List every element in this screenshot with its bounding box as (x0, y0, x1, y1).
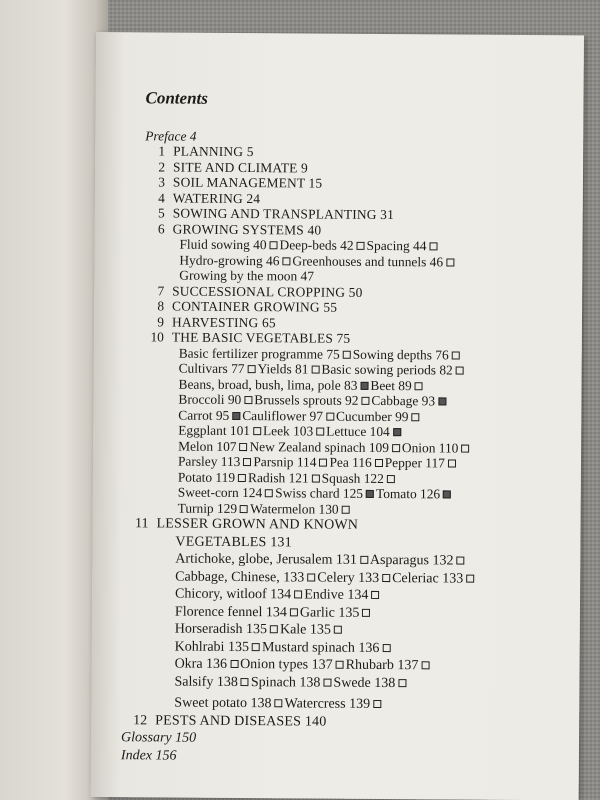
chapter-2: 2 SITE AND CLIMATE 9 (158, 158, 309, 175)
subentry-line: Eggplant 101 Leek 103 Lettuce 104 (178, 423, 563, 441)
subentry-line: Broccoli 90 Brussels sprouts 92 Cabbage 93 (178, 392, 563, 410)
subentry-line: Florence fennel 134 Garlic 135 (175, 603, 562, 623)
glossary-entry: Glossary 150 (121, 730, 197, 746)
chapter-6-subentries (144, 236, 564, 285)
chapter-4: 4 WATERING 24 (158, 189, 261, 206)
subentry-line: Horseradish 135 Kale 135 (175, 621, 562, 641)
page-title: Contents (145, 88, 208, 108)
chapter-10-subentries (143, 345, 564, 518)
subentry-line: Artichoke, globe, Jerusalem 131 Asparagus 132 (175, 551, 562, 571)
chapter-3: 3 SOIL MANAGEMENT 15 (158, 174, 323, 191)
chapter-12: 12 PESTS AND DISEASES 140 (133, 712, 327, 730)
chapter-10: 10 THE BASIC VEGETABLES 75 (150, 329, 351, 346)
chapter-11: 11 LESSER GROWN AND KNOWN (135, 516, 359, 533)
subentry-line: Okra 136 Onion types 137 Rhubarb 137 (175, 656, 562, 676)
subentry-line: Salsify 138 Spinach 138 Swede 138 (174, 673, 561, 693)
subentry-line: Hydro-growing 46 Greenhouses and tunnels 46 (179, 252, 564, 270)
subentry-line: Parsley 113 Parsnip 114 Pea 116 Pepper 117 (178, 454, 563, 472)
chapter-9: 9 HARVESTING 65 (157, 313, 276, 330)
subentry-line: Potato 119 Radish 121 Squash 122 (178, 469, 563, 487)
chapter-11-title-cont: VEGETABLES 131 (175, 534, 292, 550)
subentry-line: Kohlrabi 135 Mustard spinach 136 (175, 638, 562, 658)
subentry-line: Growing by the moon 47 (179, 267, 314, 284)
chapter-1: 1 PLANNING 5 (158, 143, 254, 160)
subentry-line: Cabbage, Chinese, 133 Celery 133 Celeriac 133 (175, 568, 562, 588)
index-entry: Index 156 (120, 747, 177, 764)
book-page (91, 32, 584, 800)
chapter-6: 6 GROWING SYSTEMS 40 (157, 220, 322, 238)
subentry-line: Fluid sowing 40 Deep-beds 42 Spacing 44 (179, 237, 564, 255)
subentry-line: Beans, broad, bush, lima, pole 83 Beet 89 (178, 376, 563, 394)
subentry-line: Cultivars 77 Yields 81 Basic sowing periods 82 (179, 361, 564, 379)
subentry-line: Melon 107 New Zealand spinach 109 Onion 110 (178, 438, 563, 456)
chapter-5: 5 SOWING AND TRANSPLANTING 31 (157, 205, 395, 223)
chapter-7: 7 SUCCESSIONAL CROPPING 50 (157, 282, 363, 300)
subentry-line: Turnip 129 Watermelon 130 (178, 500, 563, 518)
chapter-11-block (120, 515, 563, 767)
chapter-8: 8 CONTAINER GROWING 55 (157, 298, 338, 315)
preface-entry: Preface 4 (145, 127, 197, 144)
subentry-line: Chicory, witloof 134 Endive 134 (175, 586, 562, 606)
subentry-line: Carrot 95 Cauliflower 97 Cucumber 99 (178, 407, 563, 425)
chapter-11-subentries (141, 533, 562, 715)
contents-list (120, 88, 566, 767)
subentry-line: Sweet-corn 124 Swiss chard 125 Tomato 126 (178, 485, 563, 503)
subentry-line: Sweet potato 138 Watercress 139 (174, 695, 561, 715)
subentry-line: Basic fertilizer programme 75 Sowing depths 76 (179, 345, 564, 363)
